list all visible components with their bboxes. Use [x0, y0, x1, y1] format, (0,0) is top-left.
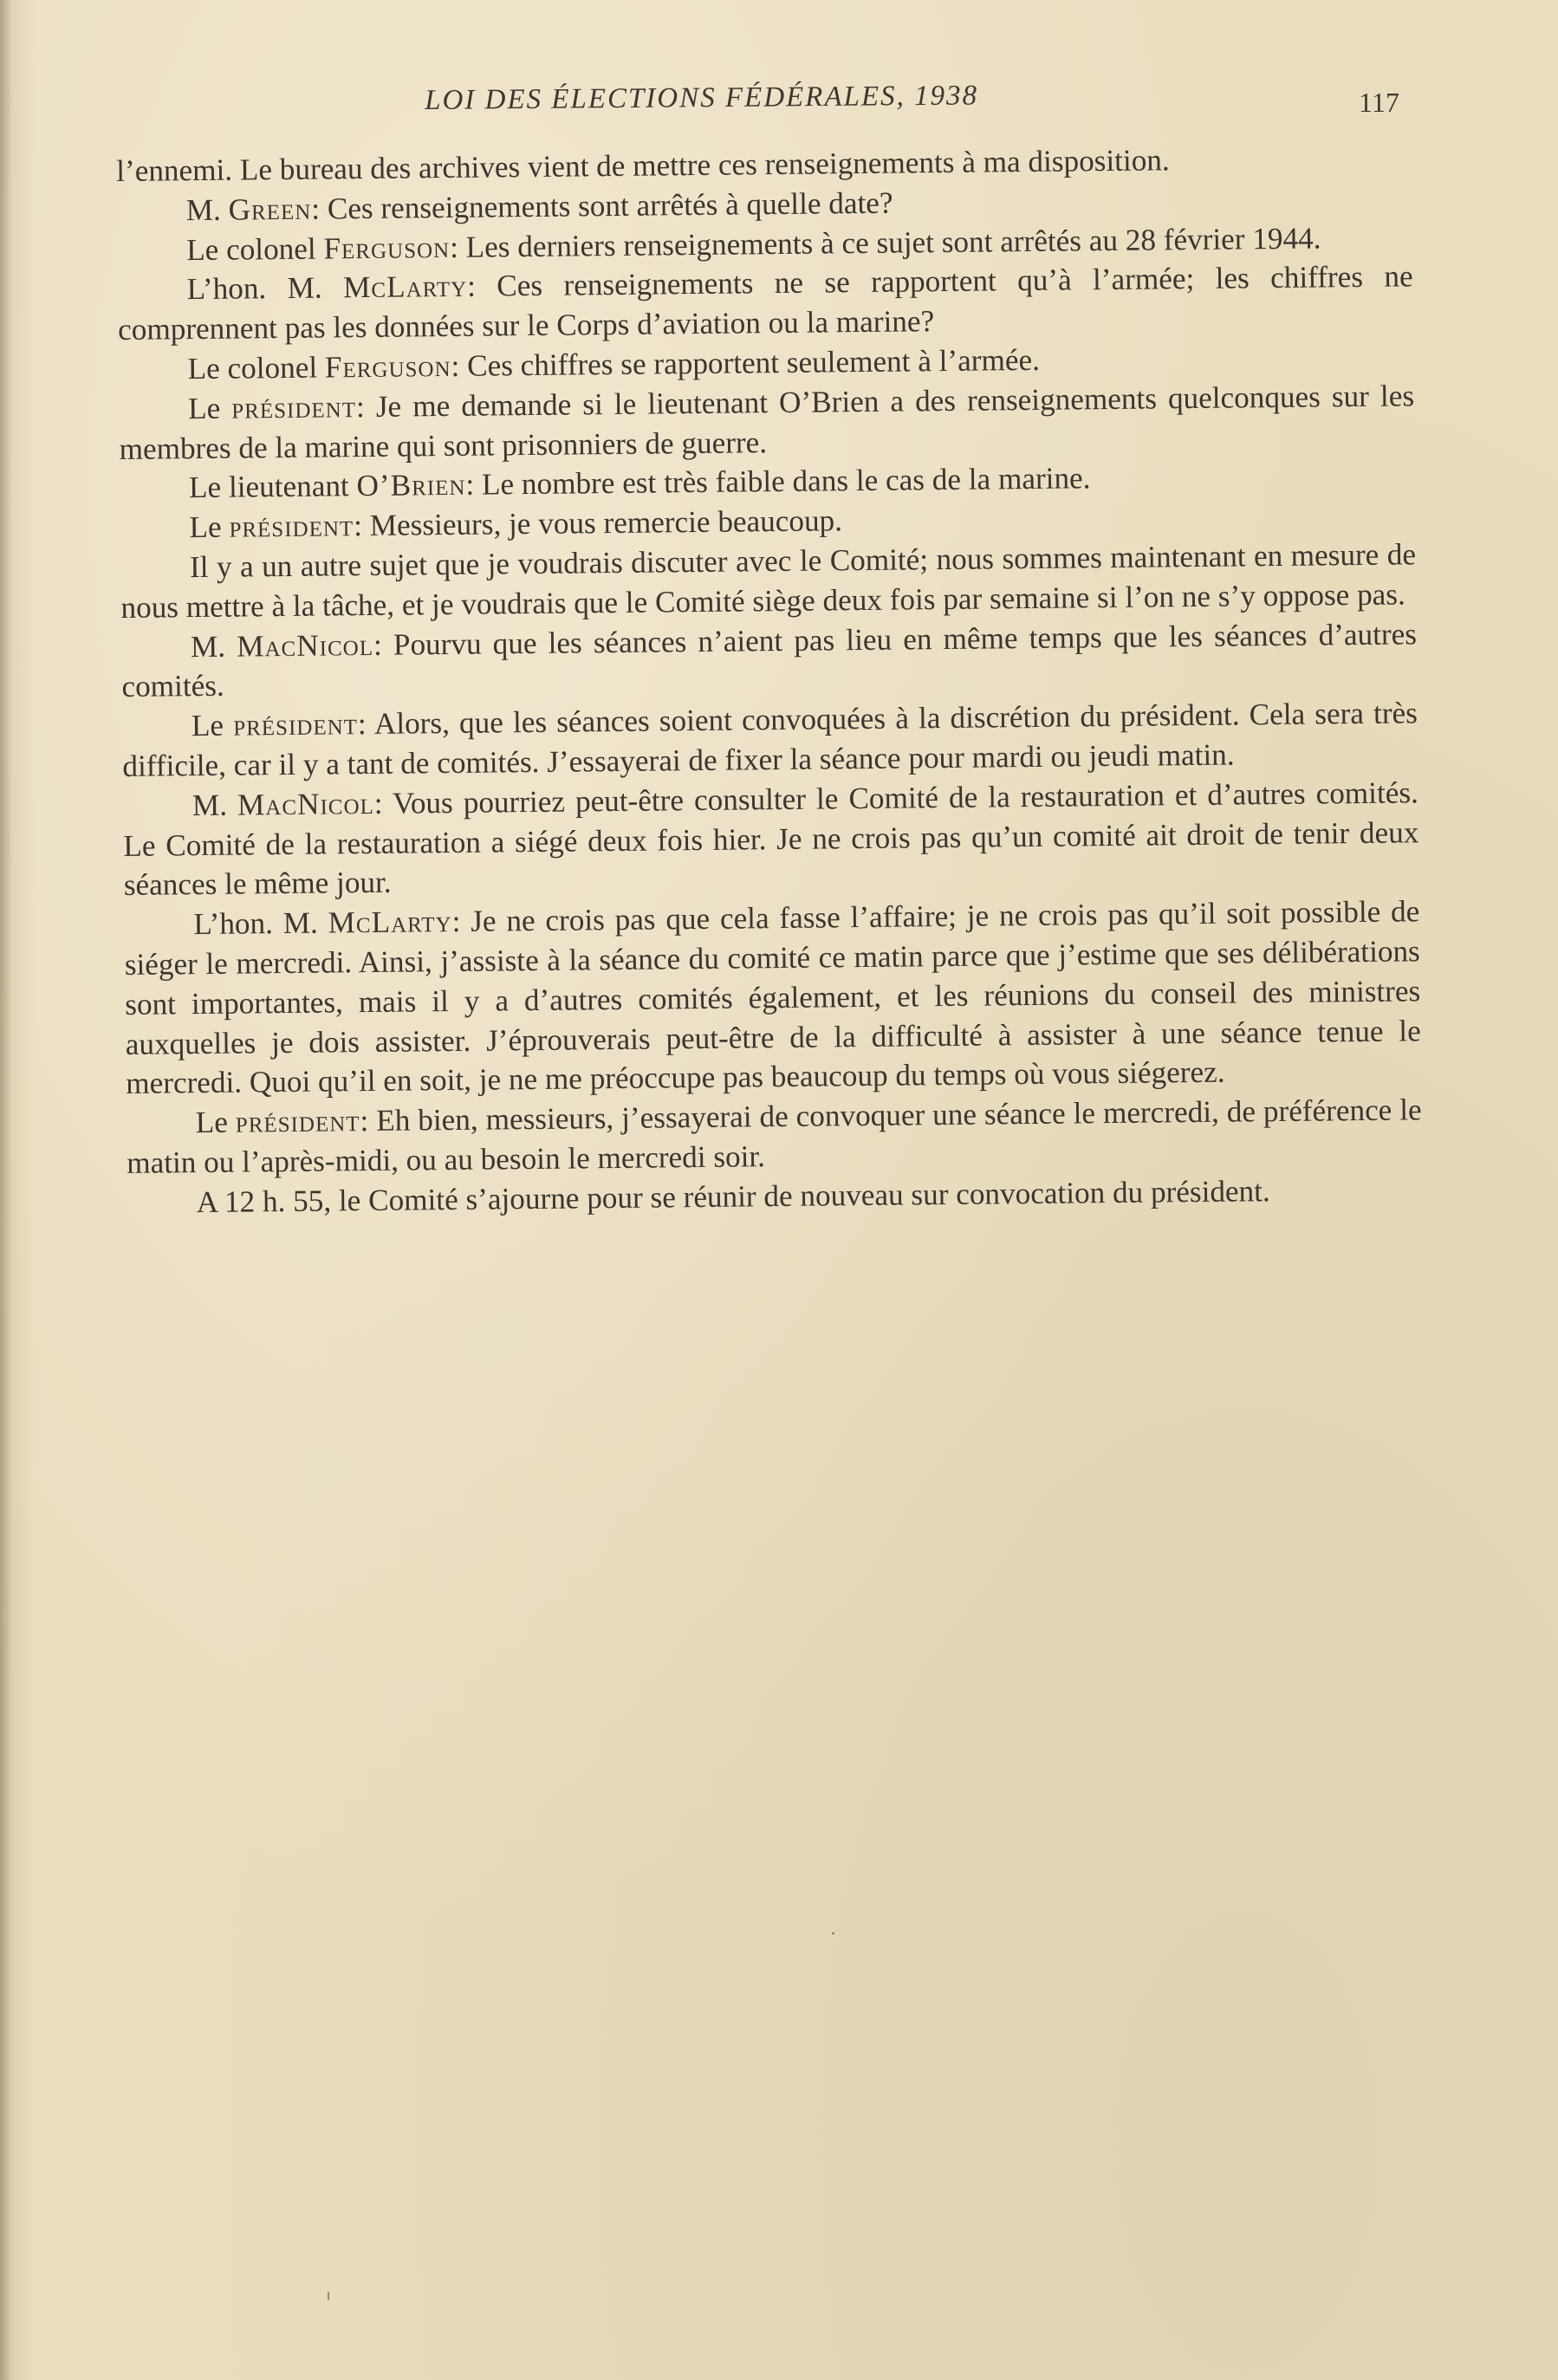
speaker-name: président [229, 509, 354, 544]
paragraph-prefix: M. [192, 788, 238, 822]
paragraph-prefix: Le colonel [185, 231, 324, 267]
paragraph-text: A 12 h. 55, le Comité s’ajourne pour se réunir de nouveau sur convocation du président. [196, 1173, 1270, 1219]
paragraph-text: : Ces renseignements sont arrêtés à quelle date? [311, 185, 893, 226]
speaker-name: Ferguson [323, 230, 451, 266]
speaker-name: président [233, 707, 359, 743]
paper-speck [832, 1932, 834, 1935]
paragraph [117, 257, 1413, 350]
paragraph-text: : Eh bien, messieurs, j’essayerai de convoquer une séance le mercredi, de préférence le matin ou l’après-midi, ou au besoin le mercredi soir. [127, 1093, 1422, 1180]
paragraph-text: : Ces renseignements ne se rapportent qu’à l’armée; les chiffres ne comprennent pas les données sur le Corps d’aviation ou la marine? [117, 259, 1413, 347]
paper-speck [328, 2292, 329, 2300]
running-title: LOI DES ÉLECTIONS FÉDÉRALES, 1938 [425, 80, 979, 116]
paragraph-prefix: L’hon. M. [186, 270, 344, 307]
speaker-name: MacNicol [237, 786, 374, 822]
paragraph-text: : Vous pourriez peut-être consulter le Comité de la restauration et d’autres comités. Le Comité de la restauration a siégé deux fois hier. Je ne crois pas qu’un comité ait droit de tenir deux séances le même jour. [123, 775, 1419, 903]
speaker-name: Green [228, 191, 312, 227]
speaker-name: McLarty [328, 905, 452, 940]
paragraph-text: : Les derniers renseignements à ce sujet sont arrêtés au 28 février 1944. [449, 221, 1321, 264]
paragraph-prefix: L’hon. M. [193, 905, 328, 942]
paragraph-prefix: Le [189, 509, 230, 545]
page-binding-edge [0, 0, 12, 2380]
paragraph-text: : Le nombre est très faible dans le cas de la marine. [465, 461, 1091, 503]
paragraph-text: : Je ne crois pas que cela fasse l’affaire; je ne crois pas qu’il soit possible de siéger le mercredi. Ainsi, j’assiste à la séance du comité ce matin parce que j’estime que ses délibérations sont importantes, mais il y a d’autres comités également, et les réunions du conseil des ministres auxquelles je dois assister. J’éprouverais peut-être de la difficulté à assister à une séance tenue le mercredi. Quoi qu’il en soit, je ne me préoccupe pas beaucoup du temps où vous siégerez. [124, 894, 1421, 1101]
paragraph [127, 1090, 1423, 1183]
paragraph [119, 376, 1415, 469]
paragraph [120, 535, 1417, 627]
speaker-name: MacNicol [237, 627, 374, 664]
paragraph-prefix: Le [195, 1105, 237, 1140]
paragraph [123, 773, 1419, 905]
paragraph-prefix: Le colonel [187, 350, 326, 386]
speaker-name: McLarty [342, 269, 468, 305]
paragraph-prefix: Le [187, 391, 232, 425]
paragraph [121, 614, 1418, 707]
paragraph-prefix: Le [191, 708, 234, 743]
body-text [116, 138, 1423, 1222]
speaker-name: président [235, 1104, 360, 1139]
paragraph-text: : Ces chiffres se rapportent seulement à l’armée. [451, 342, 1041, 383]
paragraph-prefix: M. [185, 192, 229, 227]
paragraph [122, 693, 1418, 786]
paragraph-text: Il y a un autre sujet que je voudrais discuter avec le Comité; nous sommes maintenant en mesure de nous mettre à la tâche, et je voudrais que le Comité siège deux fois par semaine si l’on ne s’y oppose pas. [120, 537, 1417, 625]
speaker-name: O’Brien [356, 468, 466, 503]
page-number: 117 [1359, 87, 1399, 118]
paragraph-text: : Messieurs, je vous remercie beaucoup. [353, 503, 843, 543]
paragraph-text: : Alors, que les séances soient convoquées à la discrétion du président. Cela sera très difficile, car il y a tant de comités. J’essayerai de fixer la séance pour mardi ou jeudi matin. [122, 696, 1418, 783]
speaker-name: président [231, 389, 357, 425]
speaker-name: Ferguson [324, 348, 451, 385]
paragraph-text: : Je me demande si le lieutenant O’Brien a des renseignements quelconques sur les membres de la marine qui sont prisonniers de guerre. [119, 379, 1415, 466]
paragraph-prefix: Le lieutenant [188, 469, 357, 505]
paragraph-prefix: M. [190, 629, 237, 664]
paragraph-text: : Pourvu que les séances n’aient pas lieu en même temps que les séances d’autres comités. [121, 616, 1418, 704]
paragraph [124, 892, 1421, 1104]
paragraph-text: l’ennemi. Le bureau des archives vient de mettre ces renseignements à ma disposition. [116, 143, 1170, 188]
